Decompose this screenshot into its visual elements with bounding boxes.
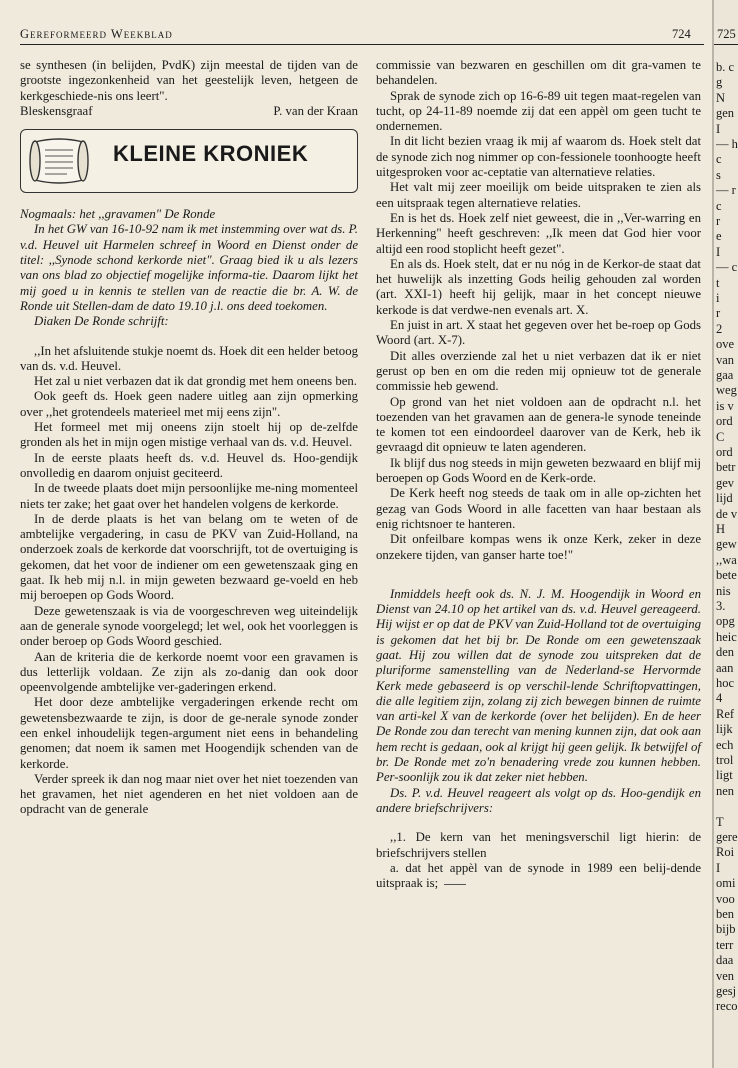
adjacent-text-fragment: ord bbox=[716, 445, 733, 459]
paragraph: Diaken De Ronde schrijft: bbox=[34, 314, 169, 329]
signature-line bbox=[20, 104, 358, 119]
adjacent-text-fragment: Ref bbox=[716, 706, 735, 721]
adjacent-text-fragment: bete bbox=[716, 568, 737, 583]
adjacent-text-fragment: is v bbox=[716, 398, 734, 413]
adjacent-page-number: 725 bbox=[717, 27, 736, 41]
adjacent-text-fragment: ven bbox=[716, 968, 735, 983]
paragraph: Ook geeft ds. Hoek geen nadere uitleg aan zijn opmerking over ,,het grotendeels materieel met mij eens zijn". bbox=[20, 389, 358, 419]
paragraph: In dit licht bezien vraag ik mij af waarom ds. Hoek stelt dat de synode zich nog nimmer op con-fessionele toonhoogte heeft uitgesproken voor ac-ceptatie van alternatieve relaties. bbox=[376, 134, 701, 180]
adjacent-text-fragment: N bbox=[716, 90, 726, 105]
adjacent-text-fragment: I bbox=[716, 244, 721, 259]
adjacent-text-fragment: H bbox=[716, 522, 726, 536]
paragraph: En als ds. Hoek stelt, dat er nu nóg in de Kerkor-de staat dat het huwelijk als inzetting Gods heilig gehouden zal worden (art. XXI-1) heeft hij gelijk, maar in het concept nieuwe kerkode is dat verdwe-nen evenals art. X. bbox=[376, 256, 701, 317]
paragraph: se synthesen (in belijden, PvdK) zijn meestal de tijden van de grootste ingezonkenheid van het geestelijk leven, hetgeen de kerkgeschiede-nis ons leert". bbox=[20, 58, 358, 103]
adjacent-text-fragment: de v bbox=[716, 506, 738, 521]
page-number: 724 bbox=[672, 27, 691, 41]
paragraph: ,,1. De kern van het meningsverschil ligt hierin: de briefschrijvers stellen bbox=[376, 830, 701, 860]
pencil-mark bbox=[444, 884, 466, 885]
paragraph: Het door deze ambtelijke vergaderingen erkende recht om gewetensbezwaarde te zijn, is door de ge-nerale synode zonder een enkel inhoudelijk tegen-argument niet eens in behandeling genomen; dat noem ik samen met Hoogendijk schenden van de kerkorde. bbox=[20, 695, 358, 771]
adjacent-text-fragment: — h bbox=[716, 137, 738, 151]
adjacent-text-fragment: lijk bbox=[716, 722, 733, 737]
adjacent-text-fragment: b. c bbox=[716, 60, 735, 74]
adjacent-text-fragment: 4 bbox=[716, 691, 723, 706]
adjacent-text-fragment: gaa bbox=[716, 368, 734, 382]
adjacent-text-fragment: ,,wa bbox=[716, 552, 737, 567]
paragraph: Het formeel met mij oneens zijn stoelt hij op de-zelfde gronden als het in mijn ogen mistige verhaal van ds. v.d. Heuvel. bbox=[20, 420, 358, 450]
paragraph: Het zal u niet verbazen dat ik dat grondig met hem oneens ben. bbox=[34, 374, 358, 389]
adjacent-text-fragment: opg bbox=[716, 614, 735, 629]
paragraph: Op grond van het niet voldoen aan de opdracht n.l. het toezenden van het gravamen aan de genera-le synode teneinde te komen tot een eindoordeel daarover van de Kerk, heb ik gevraagd dit opnieuw te laten agenderen. bbox=[376, 394, 701, 455]
adjacent-text-fragment: voo bbox=[716, 891, 735, 906]
adjacent-text-fragment: Roi bbox=[716, 845, 735, 860]
paragraph: Het valt mij zeer moeilijk om beide uitspraken te zien als een uitspraak tegen alternatieve relaties. bbox=[376, 180, 701, 210]
adjacent-text-fragment: i bbox=[716, 291, 720, 305]
adjacent-text-fragment: 2 bbox=[716, 321, 723, 336]
banner-title: KLEINE KRONIEK bbox=[113, 141, 309, 167]
paragraph: Ds. P. v.d. Heuvel reageert als volgt op ds. Hoo-gendijk en andere briefschrijvers: bbox=[376, 785, 701, 815]
adjacent-page bbox=[712, 0, 738, 1068]
adjacent-text-fragment: heic bbox=[716, 629, 737, 644]
adjacent-text-fragment: c bbox=[716, 198, 722, 213]
paragraph: In de tweede plaats doet mijn persoonlijke me-ning momenteel niets ter zake; het gaat over het handelen volgens de kerkorde. bbox=[20, 481, 358, 511]
paragraph: Sprak de synode zich op 16-6-89 uit tegen maat-regelen van tucht, op 24-11-89 noemde zij dat een appèl om geen tucht te ondernemen. bbox=[376, 88, 701, 134]
adjacent-text-fragment: nis bbox=[716, 583, 731, 598]
adjacent-text-fragment: betr bbox=[716, 460, 736, 475]
paragraph: De Kerk heeft nog steeds de taak om in alle op-zichten het gezag van Gods Woord in alle facetten van haar bestaan als enig richtsnoer te hanteren. bbox=[376, 486, 701, 531]
adjacent-text-fragment: gere bbox=[716, 830, 738, 844]
adjacent-text-fragment: ligt bbox=[716, 768, 733, 783]
magazine-title: Gereformeerd Weekblad bbox=[20, 27, 173, 41]
paragraph: In de eerste plaats heeft ds. v.d. Heuvel ds. Hoo-gendijk onvolledig en daarom onjuist geciteerd. bbox=[20, 450, 358, 480]
adjacent-text-fragment: s bbox=[716, 167, 721, 182]
paragraph: Aan de kriteria die de kerkorde noemt voor een gravamen is dus letterlijk voldaan. Ze zijn als zo-danig dan ook door opeenvolgende ambtelijke ver-gaderingen erkend. bbox=[20, 649, 358, 695]
adjacent-text-fragment: I bbox=[716, 860, 721, 875]
adjacent-text-fragment: daa bbox=[716, 953, 734, 968]
paragraph: Ik blijf dus nog steeds in mijn geweten bezwaard en blijf mij beroepen op Gods Woord en de Kerk-orde. bbox=[376, 455, 701, 486]
paragraph bbox=[376, 861, 701, 892]
adjacent-text-fragment: nen bbox=[716, 783, 735, 798]
adjacent-text-fragment: C bbox=[716, 429, 725, 444]
adjacent-text-fragment: omi bbox=[716, 876, 736, 891]
header-rule bbox=[20, 44, 704, 45]
paragraph: ,,In het afsluitende stukje noemt ds. Hoek dit een helder betoog van ds. v.d. Heuvel. bbox=[20, 343, 358, 373]
middle-column bbox=[376, 58, 701, 891]
adjacent-text-fragment: e bbox=[716, 229, 722, 244]
adjacent-text-fragment: lijd bbox=[716, 491, 733, 506]
paragraph: In de derde plaats is het van belang om te weten of de ambtelijke vergadering, in casu de PKV van Zuid-Holland, na onderzoek zoals de kerkorde dat voorschrijft, tot de overtuiging is gekomen, dat het voor de indiener om een gewetenszaak ging en gaat. Ik heb mij n.l. in mijn geweten bezwaard ge-voeld en heb mij beroepen op Gods Woord. bbox=[20, 511, 358, 603]
adjacent-text-fragment: bijb bbox=[716, 922, 736, 937]
adjacent-text-fragment: van bbox=[716, 352, 735, 367]
adjacent-text-fragment: t bbox=[716, 275, 720, 290]
adjacent-text-fragment: gesj bbox=[716, 984, 737, 998]
adjacent-text-fragment: ove bbox=[716, 337, 735, 352]
adjacent-text-fragment: T bbox=[716, 814, 724, 829]
adjacent-text-fragment: ord bbox=[716, 414, 733, 429]
adjacent-text-fragment: reco bbox=[716, 999, 738, 1014]
adjacent-text-fragment: c bbox=[716, 152, 722, 167]
left-column bbox=[20, 58, 358, 818]
adjacent-text-fragment: terr bbox=[716, 937, 734, 952]
kleine-kroniek-banner bbox=[20, 129, 358, 193]
adjacent-text-fragment: gew bbox=[716, 537, 737, 552]
paragraph: commissie van bezwaren en geschillen om dit gra-vamen te behandelen. bbox=[376, 58, 701, 88]
adjacent-text-fragment: I bbox=[716, 121, 721, 136]
signature-place: Bleskensgraaf bbox=[20, 103, 93, 118]
page-header bbox=[0, 22, 712, 44]
adjacent-text-fragment: — r bbox=[716, 183, 736, 198]
paragraph: En juist in art. X staat het gegeven over het be-roep op Gods Woord (art. X-7). bbox=[376, 318, 701, 348]
paragraph: Dit onfeilbare kompas wens ik onze Kerk, zeker in deze onzekere tijden, van ganser harte toe!" bbox=[376, 532, 701, 562]
adjacent-text-fragment: gen bbox=[716, 106, 735, 121]
paragraph: In het GW van 16-10-92 nam ik met instemming over wat ds. P. v.d. Heuvel uit Harmelen schreef in Woord en Dienst onder de titel: ,,Synode schond kerkorde niet". Graag bied ik u als lezers van ons blad zo objectief mogelijke informa-tie. Daarom lijkt het mij goed u in kennis te stellen van de reactie die br. A. W. de Ronde uit Stellen-dam de dato 19.10 j.l. ons deed toekomen. bbox=[20, 222, 358, 313]
adjacent-text-fragment: aan bbox=[716, 660, 734, 675]
article-heading: Nogmaals: het ,,gravamen" De Ronde bbox=[20, 207, 216, 222]
adjacent-text-fragment: gev bbox=[716, 475, 735, 490]
list-item: a. dat het appèl van de synode in 1989 een belij-dende uitspraak is; bbox=[376, 860, 701, 891]
adjacent-text-fragment: r bbox=[716, 214, 721, 228]
adjacent-header-rule bbox=[714, 44, 738, 45]
paragraph: Verder spreek ik dan nog maar niet over het niet toezenden van het gravamen, het niet agenderen en het niet voldoen aan de opdracht van de generale bbox=[20, 771, 358, 817]
adjacent-text-fragment: — c bbox=[716, 260, 738, 275]
adjacent-text-fragment: den bbox=[716, 645, 735, 660]
adjacent-text-fragment: g bbox=[716, 75, 723, 90]
adjacent-text-fragment: ech bbox=[716, 737, 734, 752]
adjacent-text-fragment: ben bbox=[716, 907, 735, 921]
scroll-icon bbox=[27, 134, 91, 188]
paragraph: Dit alles overziende zal het u niet verbazen dat ik er niet gerust op ben en om die reden mij opnieuw tot de generale commissie heb gewend. bbox=[376, 348, 701, 394]
paragraph: Deze gewetenszaak is via de voorgeschreven weg uiteindelijk aan de generale synode voorgelegd; let wel, ook het voorleggen is onder beroep op Gods Woord geschied. bbox=[20, 603, 358, 649]
paragraph: En is het ds. Hoek zelf niet geweest, die in ,,Ver-warring en Herkenning" heeft geschreven: ,,Ik meen dat God hier voor altijd een rood stoplicht heeft gezet". bbox=[376, 210, 701, 256]
adjacent-text-fragment: weg bbox=[716, 383, 737, 398]
adjacent-text-fragment: 3. bbox=[716, 599, 726, 613]
adjacent-text-fragment: trol bbox=[716, 753, 734, 767]
paragraph: Inmiddels heeft ook ds. N. J. M. Hoogendijk in Woord en Dienst van 24.10 op het artikel van ds. v.d. Heuvel gereageerd. Hij wijst er op dat de PKV van Zuid-Holland tot de overtuiging is gekomen dat het bij br. De Ronde om een gewetenszaak gaat. Hij zou willen dat de synode zou uitspreken dat de pluriforme samenstelling van de Nederland-se Hervormde Kerk mede gebaseerd is op verschil-lende Schriftopvattingen, die alle legitiem zijn, zolang zij zich bewegen binnen de ruimte van arti-kel X van de kerkorde (over het belijden). En de heer De Ronde zou dan terecht van mening kunnen zijn, dat ook aan hem recht is gedaan, ook al krijgt hij geen gelijk. Ik betwijfel of br. De Ronde met zo'n benadering vrede zou kunnen hebben. Per-soonlijk zou ik dat zeker niet hebben. bbox=[376, 586, 701, 785]
adjacent-text-fragment: r bbox=[716, 306, 721, 321]
signature-author: P. van der Kraan bbox=[273, 103, 358, 118]
adjacent-text-fragment: hoc bbox=[716, 676, 735, 690]
